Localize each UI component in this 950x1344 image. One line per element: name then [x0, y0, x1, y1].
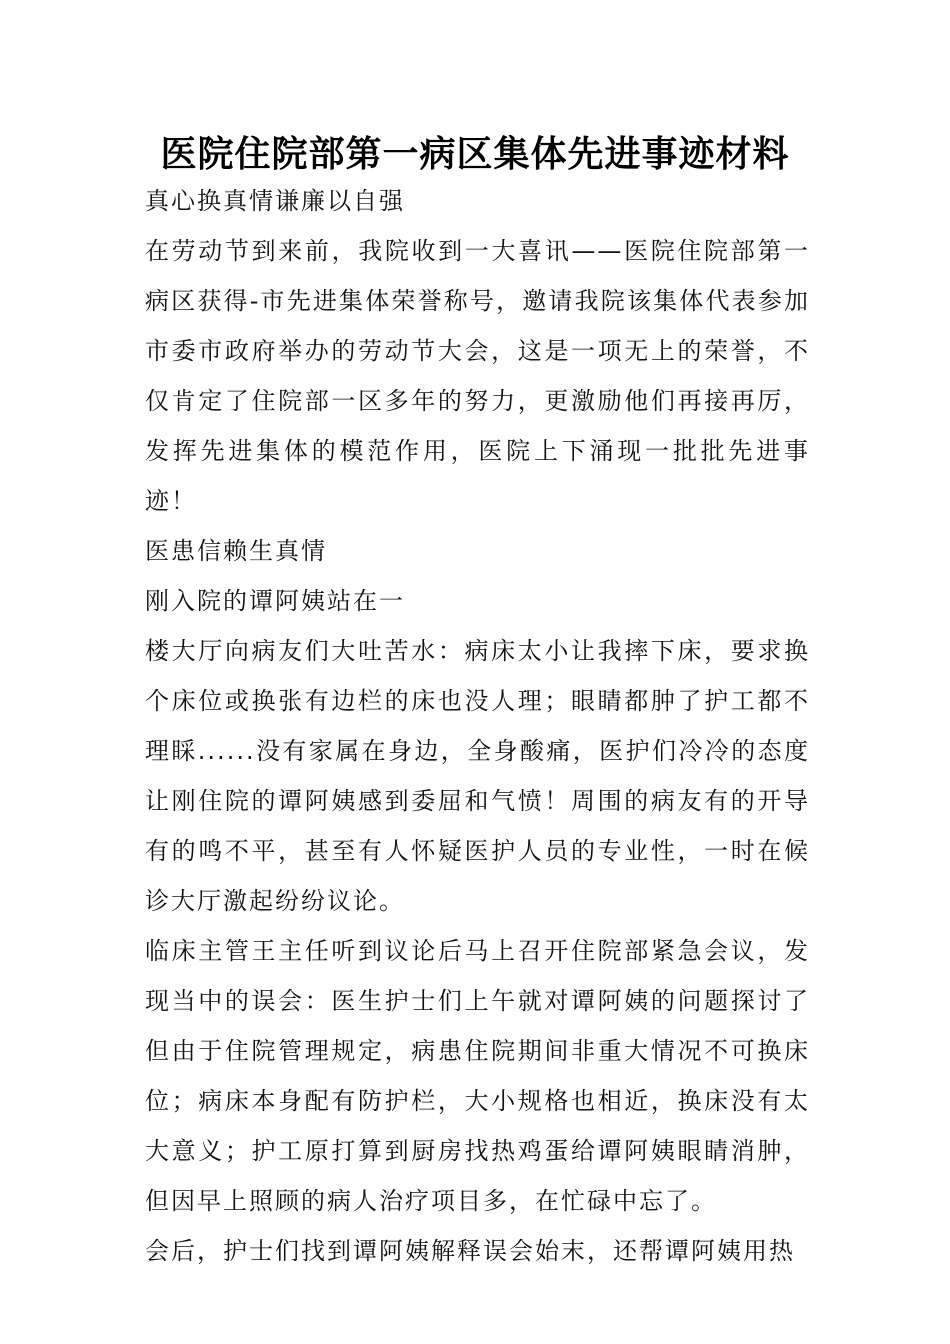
body-paragraph: 临床主管王主任听到议论后马上召开住院部紧急会议，发现当中的误会：医生护士们上午就对谭阿姨的问题探讨了但由于住院管理规定，病患住院期间非重大情况不可换床位；病床本身配有防护栏，大小规格也相近，换床没有太大意义；护工原打算到厨房找热鸡蛋给谭阿姨眼睛消肿，但因早上照顾的病人治疗项目多，在忙碌中忘了。: [145, 937, 810, 1215]
body-paragraph: 刚入院的谭阿姨站在一: [145, 587, 405, 615]
section-heading: 医患信赖生真情: [145, 537, 327, 565]
body-paragraph: 会后，护士们找到谭阿姨解释误会始末，还帮谭阿姨用热: [145, 1237, 795, 1265]
body-paragraph: 楼大厅向病友们大吐苦水：病床太小让我摔下床，要求换个床位或换张有边栏的床也没人理；眼睛都肿了护工都不理睬......没有家属在身边，全身酸痛，医护们冷冷的态度让刚住院的谭阿姨感到委屈和气愤！周围的病友有的开导有的鸣不平，甚至有人怀疑医护人员的专业性，一时在候诊大厅激起纷纷议论。: [145, 637, 810, 915]
document-body: [145, 176, 810, 1276]
body-paragraph: 在劳动节到来前，我院收到一大喜讯——医院住院部第一病区获得-市先进集体荣誉称号，邀请我院该集体代表参加市委市政府举办的劳动节大会，这是一项无上的荣誉，不仅肯定了住院部一区多年的努力，更激励他们再接再厉，发挥先进集体的模范作用，医院上下涌现一批批先进事迹！: [145, 237, 810, 515]
section-heading: 真心换真情谦廉以自强: [145, 187, 405, 215]
document-title: 医院住院部第一病区集体先进事迹材料: [160, 133, 790, 175]
